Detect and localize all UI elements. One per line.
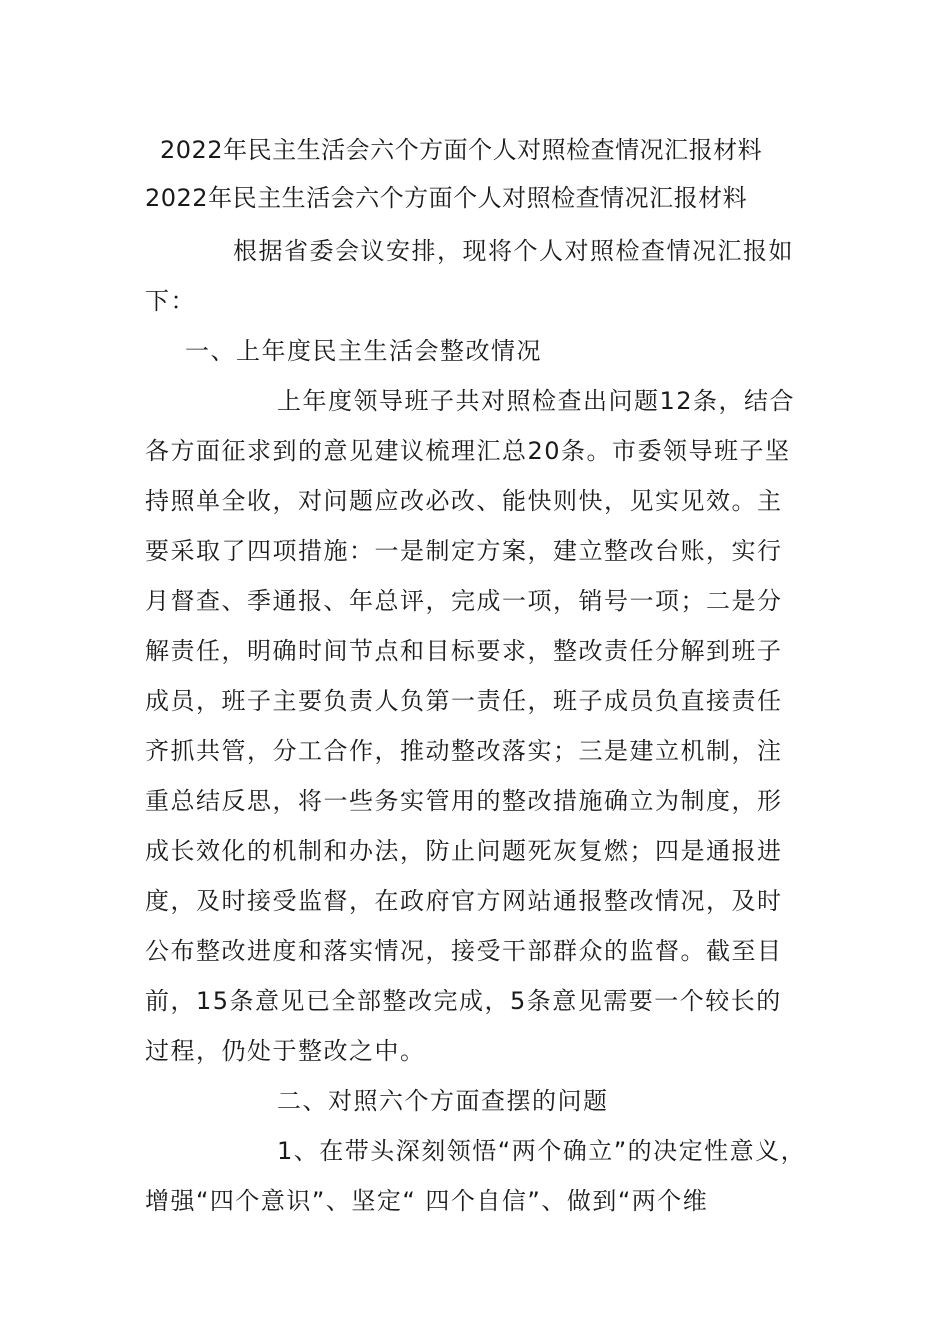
paragraph-line: 成长效化的机制和办法，防止问题死灰复燃；四是通报进	[145, 837, 783, 865]
paragraph-line: 增强“四个意识”、坚定“ 四个自信”、做到“两个维	[145, 1187, 709, 1215]
paragraph-line: 上年度领导班子共对照检查出问题12条，结合	[277, 387, 796, 415]
paragraph-line: 过程，仍处于整改之中。	[145, 1037, 426, 1065]
paragraph-line: 重总结反思，将一些务实管用的整改措施确立为制度，形	[145, 787, 783, 815]
paragraph-line: 度，及时接受监督，在政府官方网站通报整改情况，及时	[145, 887, 783, 915]
paragraph-line: 前，15条意见已全部整改完成，5条意见需要一个较长的	[145, 987, 782, 1015]
paragraph-line: 齐抓共管，分工合作，推动整改落实；三是建立机制，注	[145, 737, 783, 765]
intro-line: 根据省委会议安排，现将个人对照检查情况汇报如	[233, 237, 794, 265]
document-title-line-2: 2022年民主生活会六个方面个人对照检查情况汇报材料	[145, 184, 748, 212]
paragraph-line: 各方面征求到的意见建议梳理汇总20条。市委领导班子坚	[145, 437, 791, 465]
section-2-heading: 二、对照六个方面查摆的问题	[277, 1087, 609, 1115]
paragraph-line: 成员，班子主要负责人负第一责任，班子成员负直接责任	[145, 687, 783, 715]
paragraph-line: 持照单全收，对问题应改必改、能快则快，见实见效。主	[145, 487, 783, 515]
paragraph-line: 月督查、季通报、年总评，完成一项，销号一项；二是分	[145, 587, 783, 615]
section-1-heading: 一、上年度民主生活会整改情况	[185, 337, 542, 365]
paragraph-line: 要采取了四项措施：一是制定方案，建立整改台账，实行	[145, 537, 783, 565]
intro-line: 下：	[145, 287, 196, 315]
paragraph-line: 解责任，明确时间节点和目标要求，整改责任分解到班子	[145, 637, 783, 665]
paragraph-line: 1、在带头深刻领悟“两个确立”的决定性意义，	[277, 1137, 807, 1165]
document-title-line-1: 2022年民主生活会六个方面个人对照检查情况汇报材料	[160, 136, 763, 164]
paragraph-line: 公布整改进度和落实情况，接受干部群众的监督。截至目	[145, 937, 783, 965]
